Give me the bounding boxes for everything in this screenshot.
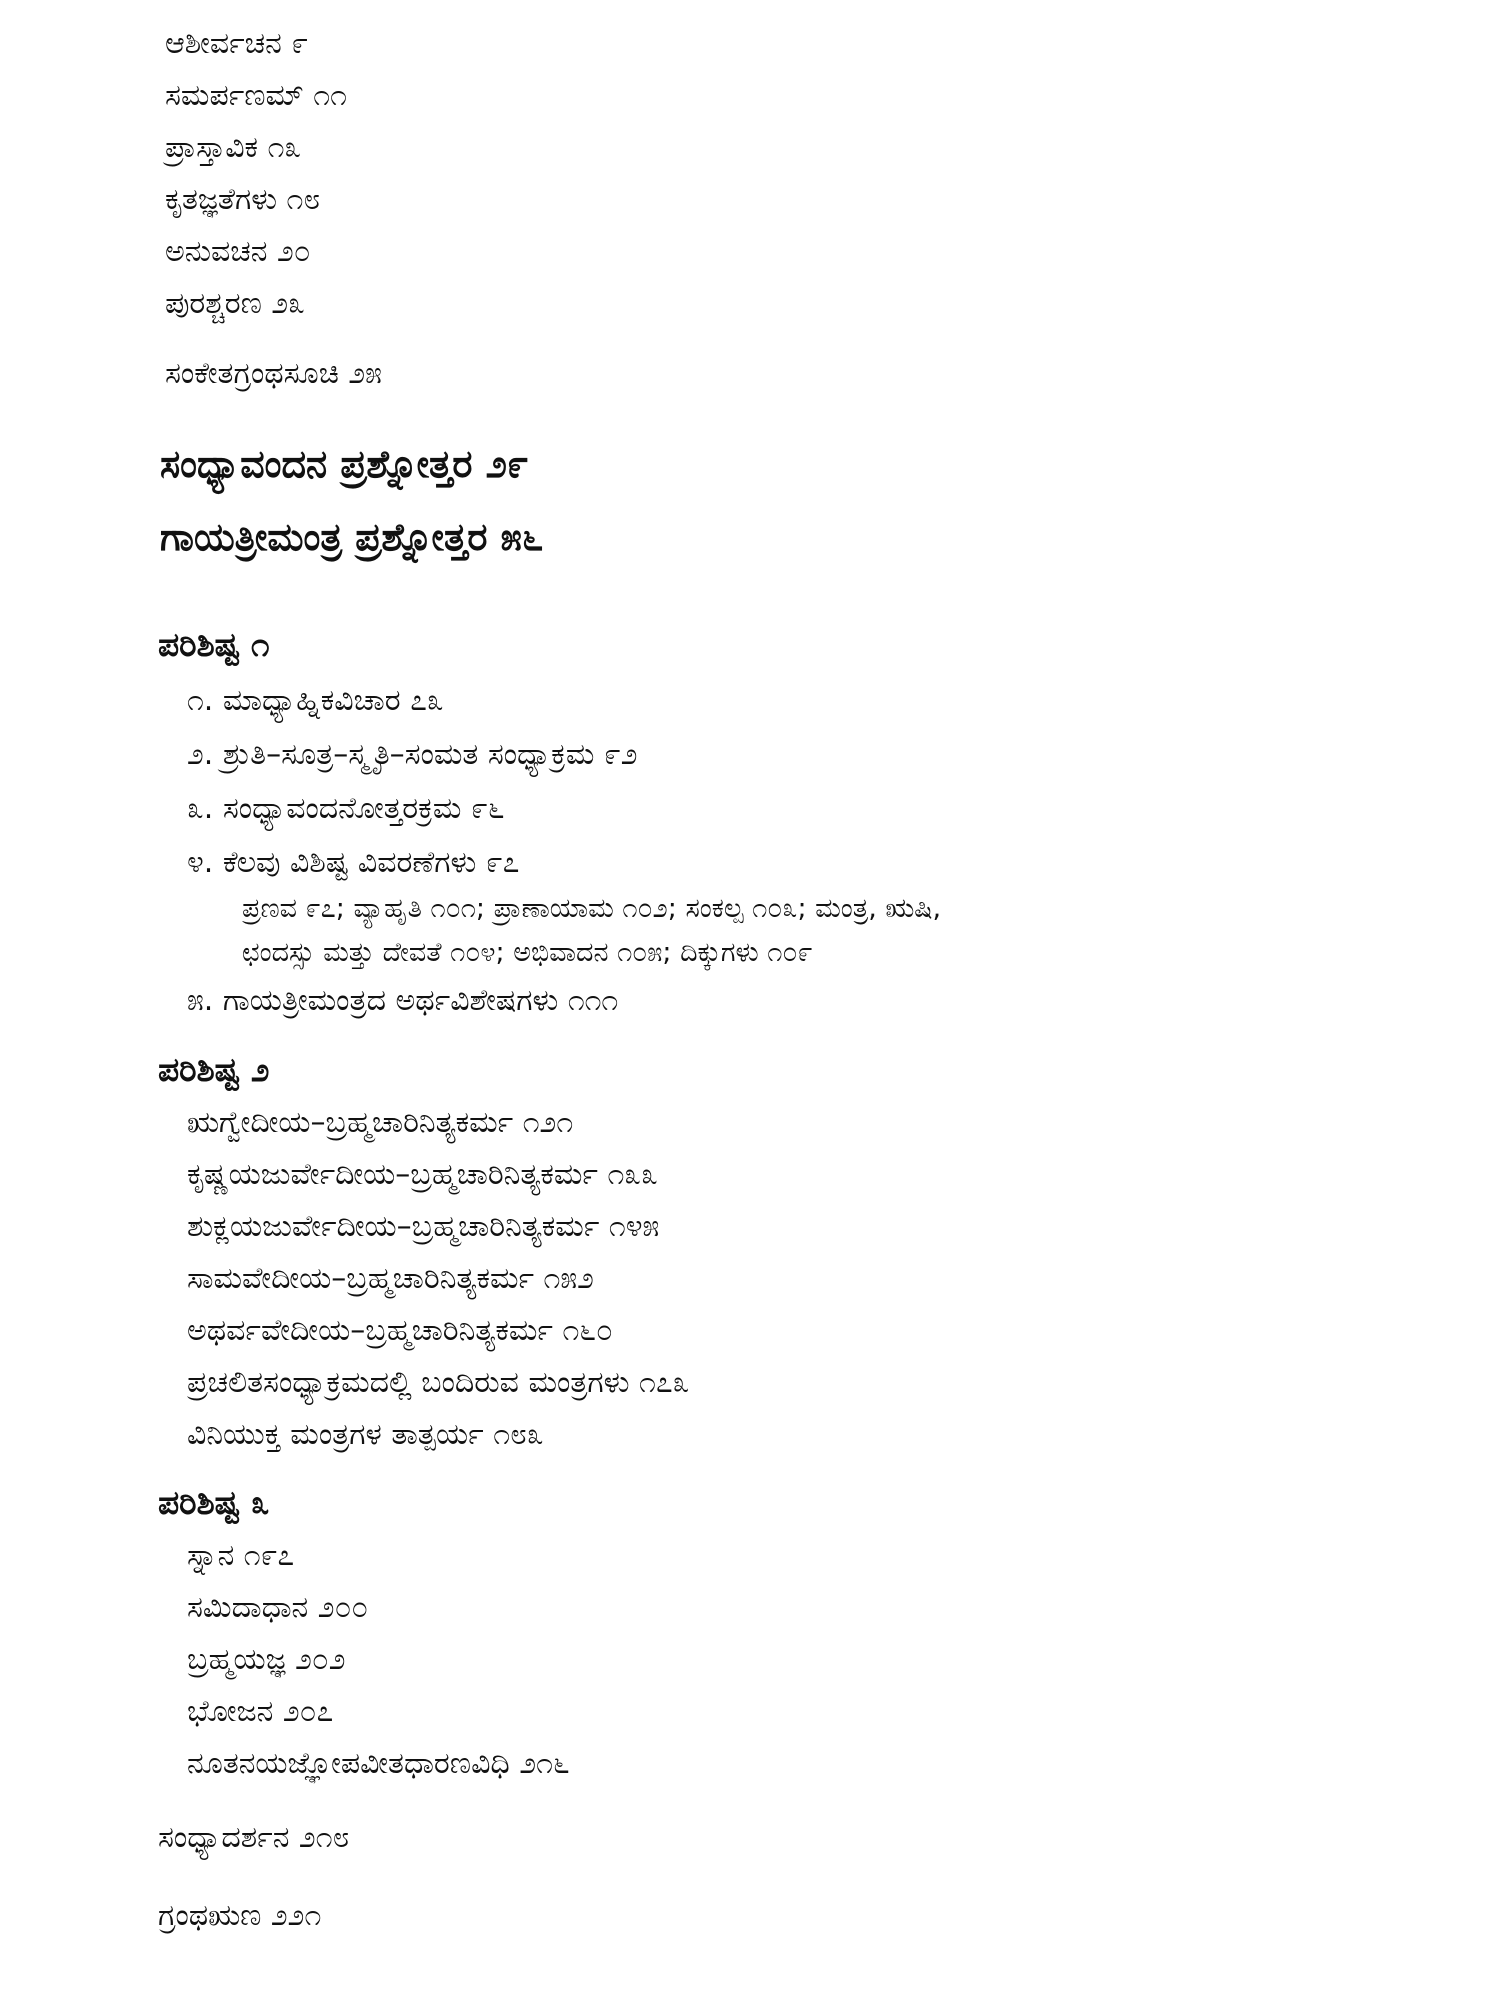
toc-entry-sandhyadarshana: ಸಂಧ್ಯಾದರ್ಶನ ೨೧೮ <box>158 1820 350 1855</box>
appendix-2-item: ವಿನಿಯುಕ್ತ ಮಂತ್ರಗಳ ತಾತ್ಪರ್ಯ ೧೮೩ <box>187 1417 544 1452</box>
appendix-3-item: ಸಮಿದಾಧಾನ ೨೦೦ <box>187 1590 369 1625</box>
appendix-1-item: ೪. ಕೆಲವು ವಿಶಿಷ್ಟ ವಿವರಣೆಗಳು ೯೭ <box>187 845 520 880</box>
toc-entry-bibliography: ಗ್ರಂಥಋಣ ೨೨೧ <box>158 1898 322 1933</box>
toc-main-sandhyavandana: ಸಂಧ್ಯಾವಂದನ ಪ್ರಶ್ನೋತ್ತರ ೨೯ <box>160 442 529 486</box>
toc-entry-preface: ಪ್ರಾಸ್ತಾವಿಕ ೧೩ <box>165 130 302 165</box>
appendix-2-heading: ಪರಿಶಿಷ್ಟ ೨ <box>158 1050 270 1089</box>
appendix-1-item: ೩. ಸಂಧ್ಯಾವಂದನೋತ್ತರಕ್ರಮ ೯೬ <box>187 791 505 826</box>
appendix-2-item: ಋಗ್ವೇದೀಯ–ಬ್ರಹ್ಮಚಾರಿನಿತ್ಯಕರ್ಮ ೧೨೧ <box>187 1105 574 1140</box>
appendix-3-heading: ಪರಿಶಿಷ್ಟ ೩ <box>158 1483 270 1522</box>
appendix-2-item: ಕೃಷ್ಣಯಜುರ್ವೇದೀಯ–ಬ್ರಹ್ಮಚಾರಿನಿತ್ಯಕರ್ಮ ೧೩೩ <box>187 1157 658 1192</box>
appendix-2-item: ಅಥರ್ವವೇದೀಯ–ಬ್ರಹ್ಮಚಾರಿನಿತ್ಯಕರ್ಮ ೧೬೦ <box>187 1313 613 1348</box>
toc-entry-dedication: ಸಮರ್ಪಣಮ್ ೧೧ <box>165 78 347 113</box>
appendix-3-item: ಬ್ರಹ್ಮಯಜ್ಞ ೨೦೨ <box>187 1642 346 1677</box>
appendix-1-subline: ಪ್ರಣವ ೯೭; ವ್ಯಾಹೃತಿ ೧೦೧; ಪ್ರಾಣಾಯಾಮ ೧೦೨; ಸಂಕಲ್ಪ ೧೦೩; ಮಂತ್ರ, ಋಷಿ, <box>242 893 942 924</box>
appendix-1-item: ೫. ಗಾಯತ್ರೀಮಂತ್ರದ ಅರ್ಥವಿಶೇಷಗಳು ೧೧೧ <box>187 983 619 1018</box>
appendix-1-subline: ಛಂದಸ್ಸು ಮತ್ತು ದೇವತೆ ೧೦೪; ಅಭಿವಾದನ ೧೦೫; ದಿಕ್ಕುಗಳು ೧೦೯ <box>242 937 813 968</box>
appendix-1-item: ೨. ಶ್ರುತಿ–ಸೂತ್ರ–ಸ್ಮೃತಿ–ಸಂಮತ ಸಂಧ್ಯಾಕ್ರಮ ೯೨ <box>187 737 638 772</box>
toc-entry-acknowledgements: ಕೃತಜ್ಞತೆಗಳು ೧೮ <box>165 182 321 217</box>
toc-entry-purascharana: ಪುರಶ್ಚರಣ ೨೩ <box>165 286 305 321</box>
appendix-1-heading: ಪರಿಶಿಷ್ಟ ೧ <box>158 625 270 664</box>
toc-entry-anuvachana: ಅನುವಚನ ೨೦ <box>165 234 311 269</box>
appendix-2-item: ಶುಕ್ಲಯಜುರ್ವೇದೀಯ–ಬ್ರಹ್ಮಚಾರಿನಿತ್ಯಕರ್ಮ ೧೪೫ <box>187 1209 660 1244</box>
appendix-3-item: ಸ್ನಾನ ೧೯೭ <box>187 1538 295 1573</box>
toc-entry-blessing: ಆಶೀರ್ವಚನ ೯ <box>165 26 309 61</box>
appendix-1-item: ೧. ಮಾಧ್ಯಾಹ್ನಿಕವಿಚಾರ ೭೩ <box>187 683 444 718</box>
toc-main-gayatri: ಗಾಯತ್ರೀಮಂತ್ರ ಪ್ರಶ್ನೋತ್ತರ ೫೬ <box>160 515 544 559</box>
toc-entry-abbreviations: ಸಂಕೇತಗ್ರಂಥಸೂಚಿ ೨೫ <box>165 356 382 391</box>
appendix-3-item: ಭೋಜನ ೨೦೭ <box>187 1694 334 1729</box>
appendix-2-item: ಪ್ರಚಲಿತಸಂಧ್ಯಾಕ್ರಮದಲ್ಲಿ ಬಂದಿರುವ ಮಂತ್ರಗಳು ೧೭೩ <box>187 1365 690 1400</box>
appendix-3-item: ನೂತನಯಜ್ಞೋಪವೀತಧಾರಣವಿಧಿ ೨೧೬ <box>187 1746 570 1781</box>
appendix-2-item: ಸಾಮವೇದೀಯ–ಬ್ರಹ್ಮಚಾರಿನಿತ್ಯಕರ್ಮ ೧೫೨ <box>187 1261 594 1296</box>
